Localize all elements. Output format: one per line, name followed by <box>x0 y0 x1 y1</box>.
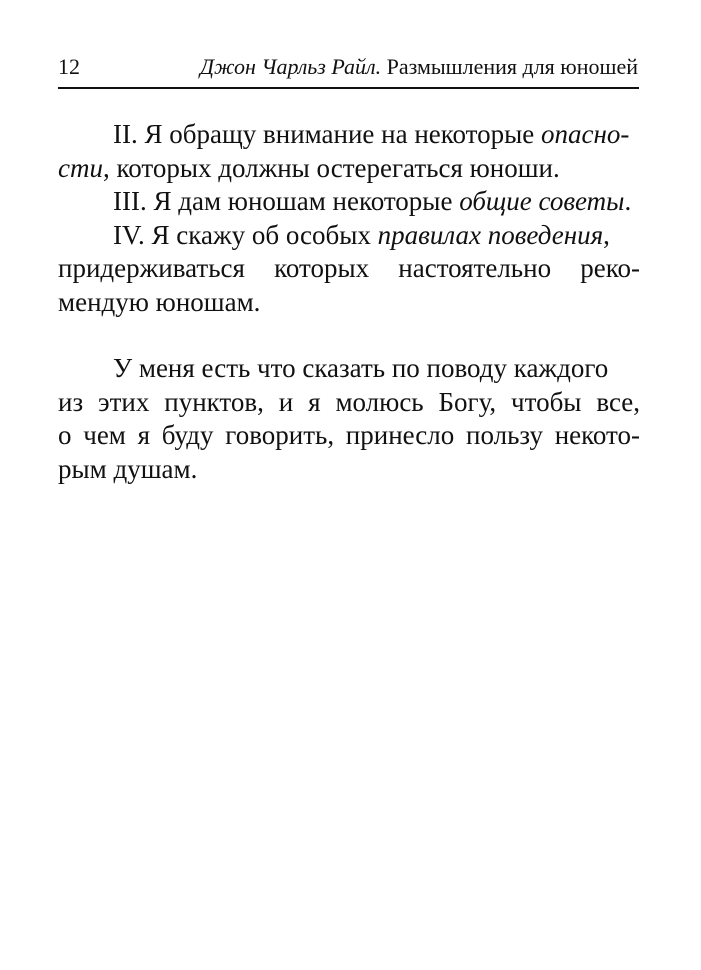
point-2-line-1 <box>58 118 640 152</box>
point-4-italic-a: правилах поведения <box>377 219 604 250</box>
closing-line-1: У меня есть что сказать по поводу каждого <box>113 353 609 383</box>
page-number: 12 <box>58 54 80 79</box>
point-3-line-1 <box>58 185 640 219</box>
point-2-italic-b: сти <box>58 152 103 183</box>
point-2-numeral: II. <box>113 119 138 149</box>
running-head-title: Размышления для юношей <box>386 54 638 79</box>
point-4-line-1 <box>58 219 640 253</box>
point-2-italic-a: опасно- <box>541 119 630 149</box>
closing-line-2: из этих пунктов, и я молюсь Богу, чтобы все, <box>58 386 640 417</box>
header-rule <box>58 87 639 89</box>
point-4-numeral: IV. <box>113 219 145 250</box>
points-list <box>58 118 640 319</box>
point-3-text-b: . <box>624 186 632 216</box>
point-3-italic-a: общие советы <box>459 186 625 216</box>
point-3-text-a: Я дам юношам некоторые <box>153 186 453 216</box>
closing-line-4: рым душам. <box>58 453 198 484</box>
closing-line-3: о чем я буду говорить, принесло пользу некото- <box>58 420 640 450</box>
point-4-line-2: придерживаться которых настоятельно реко- <box>58 253 640 283</box>
point-4-text-a: Я скажу об особых <box>151 219 371 250</box>
running-head <box>200 54 638 80</box>
point-2-line-2 <box>58 152 640 186</box>
point-4-text-b: , <box>603 219 610 250</box>
point-4-line-3: мендую юношам. <box>58 286 261 317</box>
closing-paragraph <box>58 352 640 486</box>
running-head-author: Джон Чарльз Райл. <box>200 54 382 79</box>
point-3-numeral: III. <box>113 186 147 216</box>
page-header <box>58 52 638 86</box>
point-2-text-a: Я обращу внимание на некоторые <box>144 119 535 149</box>
point-2-text-b: , которых должны остерегаться юноши. <box>102 152 560 183</box>
